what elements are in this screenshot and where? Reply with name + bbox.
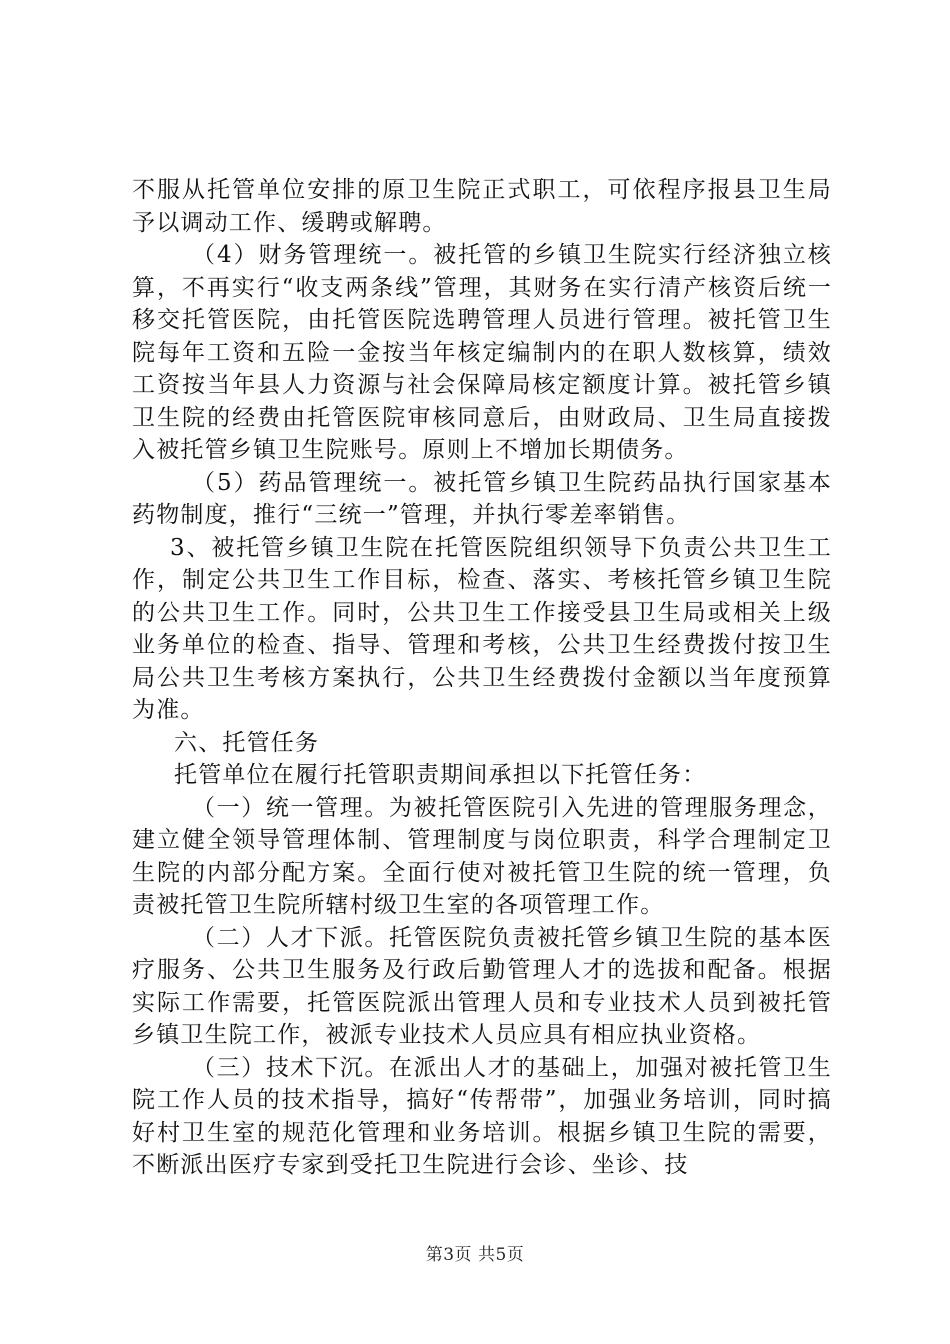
paragraph-talent-dispatch: （二）人才下派。托管医院负责被托管乡镇卫生院的基本医疗服务、公共卫生服务及行政后勤管理人才的选拔和配备。根据实际工作需要，托管医院派出管理人员和专业技术人员到被托管乡镇卫生院工作，被派专业技术人员应具有相应执业资格。 (132, 924, 832, 1048)
section-heading-tasks: 六、托管任务 (174, 729, 320, 756)
paragraph-public-health: 3、被托管乡镇卫生院在托管医院组织领导下负责公共卫生工作，制定公共卫生工作目标，检查、落实、考核托管乡镇卫生院的公共卫生工作。同时，公共卫生工作接受县卫生局或相关上级业务单位的检查、指导、管理和考核，公共卫生经费拨付按卫生局公共卫生考核方案执行，公共卫生经费拨付金额以当年度预算为准。 (132, 534, 832, 723)
paragraph-tasks-intro: 托管单位在履行托管职责期间承担以下托管任务： (174, 762, 707, 788)
paragraph-technical-support: （三）技术下沉。在派出人才的基础上，加强对被托管卫生院工作人员的技术指导，搞好“传帮带”，加强业务培训，同时搞好村卫生室的规范化管理和业务培训。根据乡镇卫生院的需要，不断派出医疗专家到受托卫生院进行会诊、坐诊、技 (132, 1054, 832, 1178)
paragraph-financial-management: （4）财务管理统一。被托管的乡镇卫生院实行经济独立核算，不再实行“收支两条线”管理，其财务在实行清产核资后统一移交托管医院，由托管医院选聘管理人员进行管理。被托管卫生院每年工资和五险一金按当年核定编制内的在职人数核算，绩效工资按当年县人力资源与社会保障局核定额度计算。被托管乡镇卫生院的经费由托管医院审核同意后，由财政局、卫生局直接拨入被托管乡镇卫生院账号。原则上不增加长期债务。 (132, 242, 832, 463)
paragraph-continuation: 不服从托管单位安排的原卫生院正式职工，可依程序报县卫生局予以调动工作、缓聘或解聘。 (132, 177, 832, 236)
page-number-footer: 第3页 共5页 (425, 1245, 525, 1265)
paragraph-unified-management: （一）统一管理。为被托管医院引入先进的管理服务理念，建立健全领导管理体制、管理制度与岗位职责，科学合理制定卫生院的内部分配方案。全面行使对被托管卫生院的统一管理，负责被托管卫生院所辖村级卫生室的各项管理工作。 (132, 794, 832, 918)
paragraph-drug-management: （5）药品管理统一。被托管乡镇卫生院药品执行国家基本药物制度，推行“三统一”管理，并执行零差率销售。 (132, 469, 832, 528)
document-body (132, 174, 832, 1182)
